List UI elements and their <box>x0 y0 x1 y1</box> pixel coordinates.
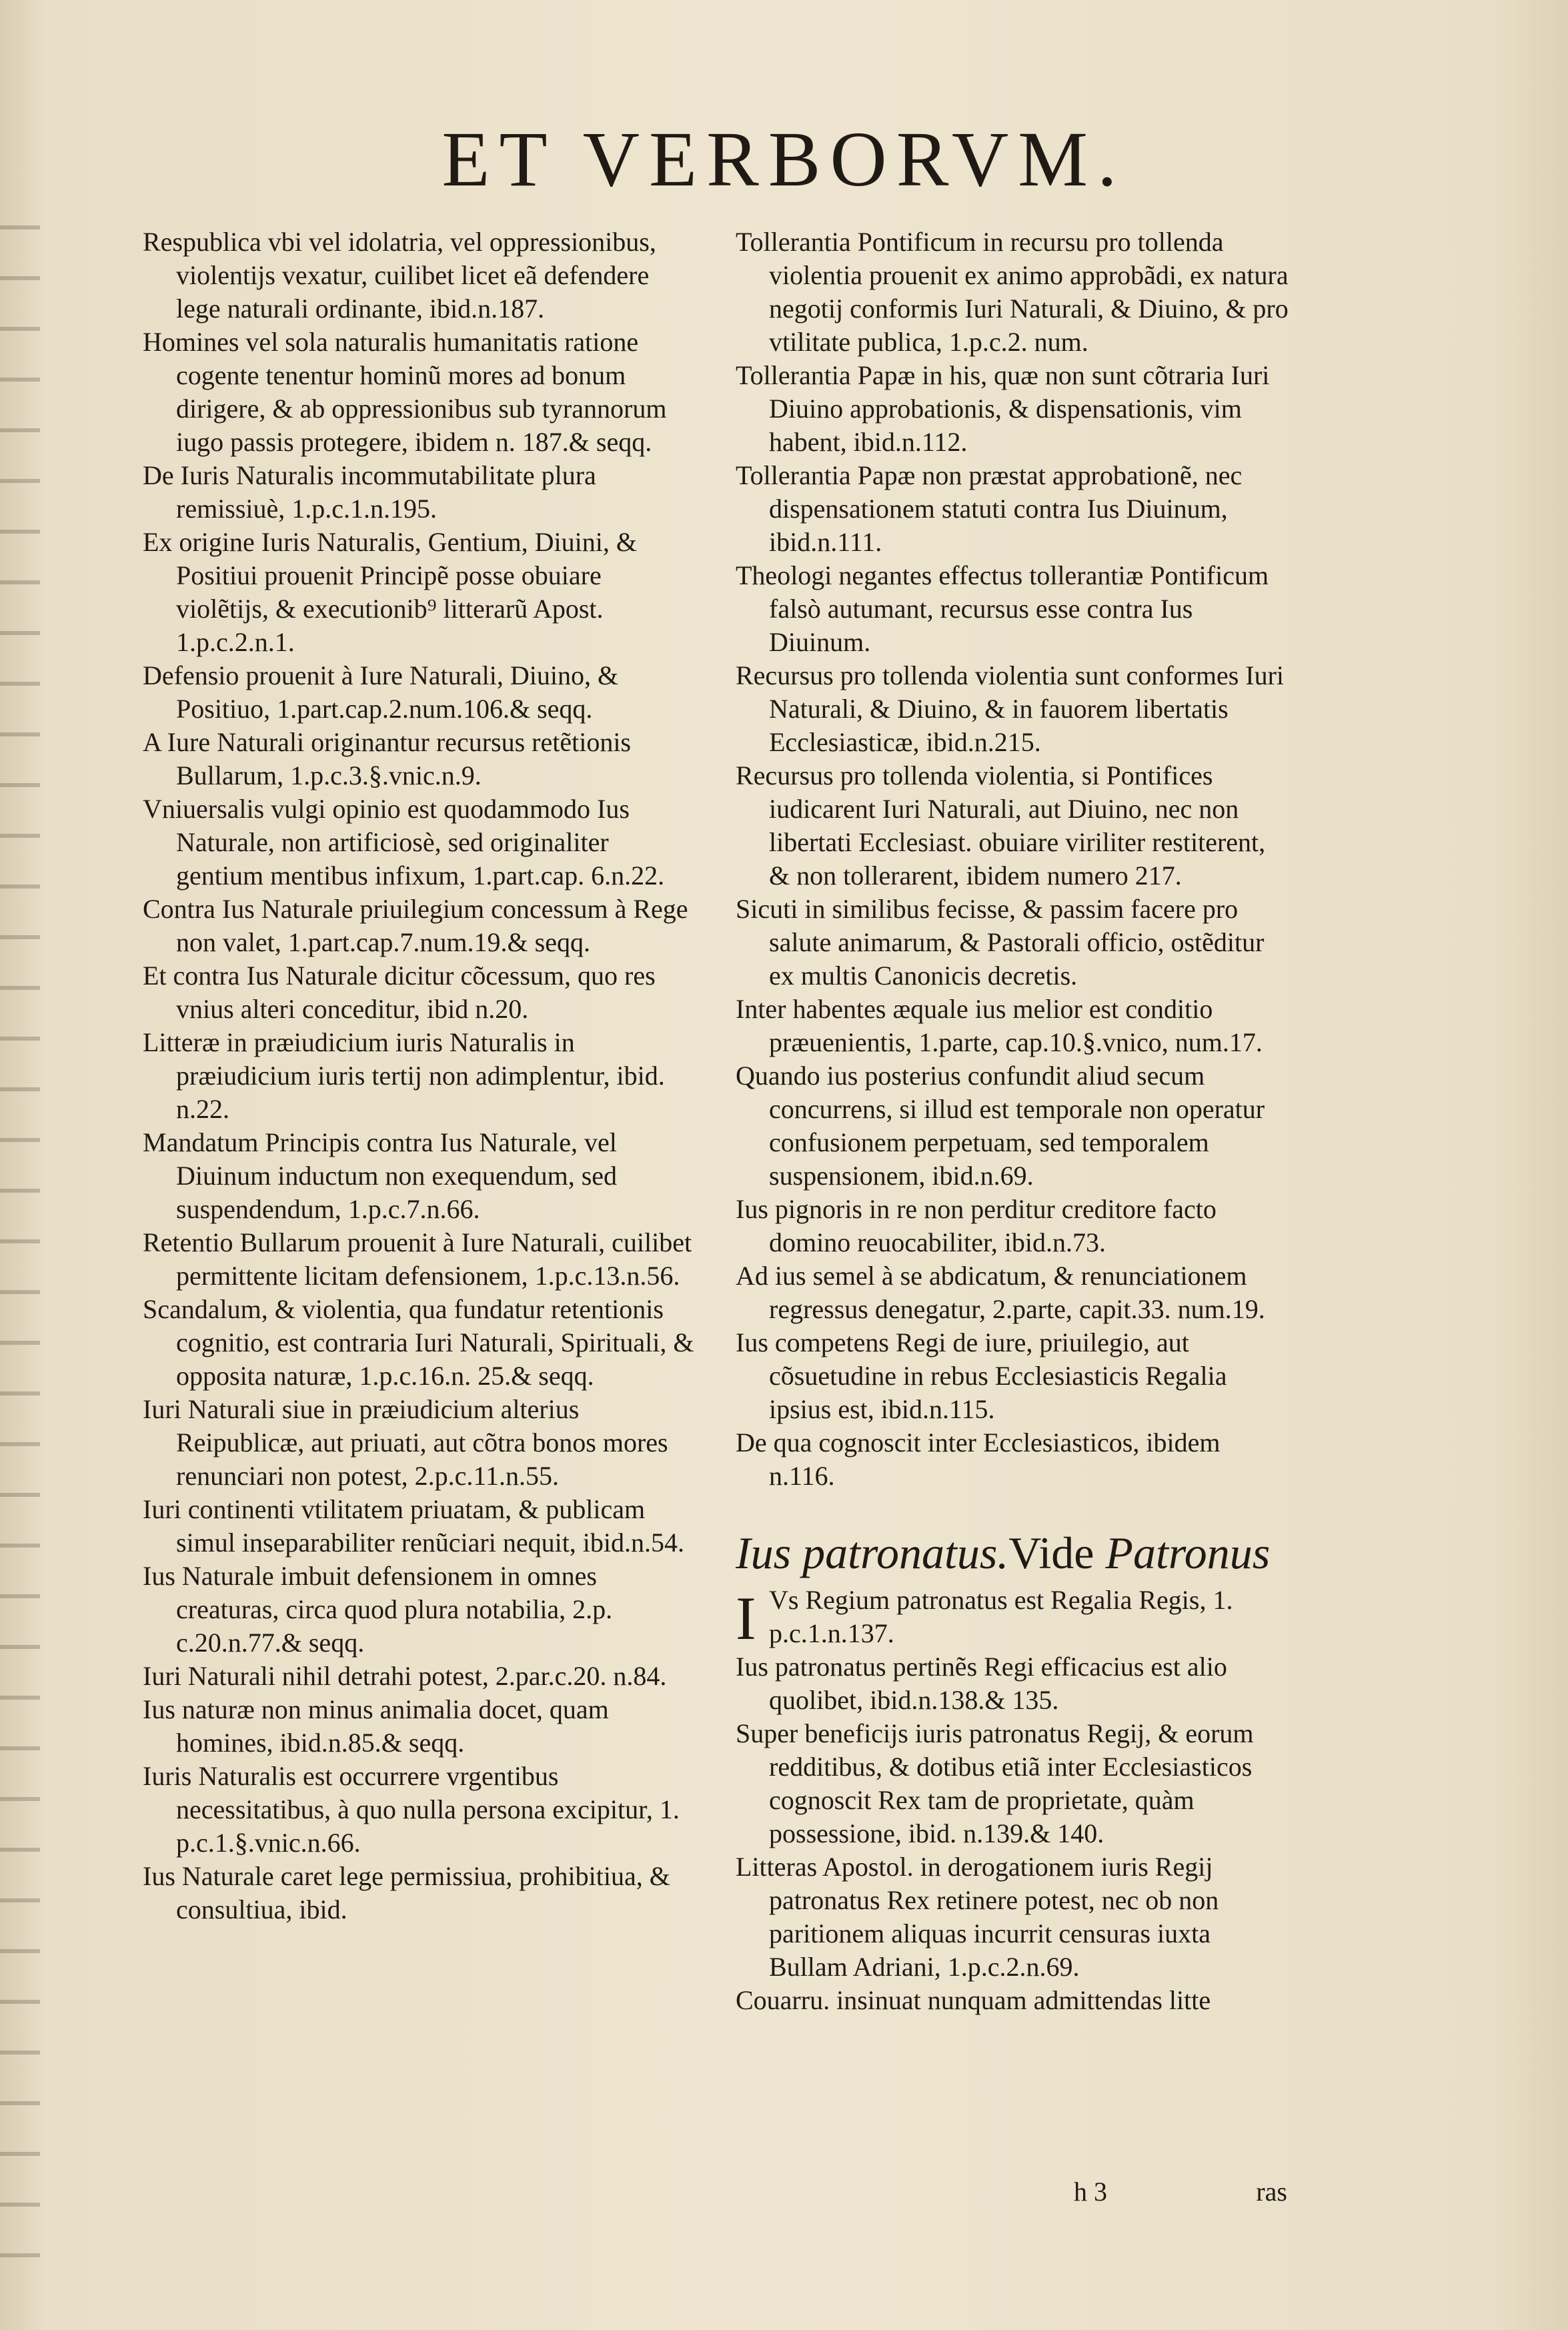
section-first-entry <box>736 1584 1289 1650</box>
facing-page-bleed <box>0 200 40 2301</box>
catchword: ras <box>1256 2177 1287 2207</box>
index-entry: Scandalum, & violentia, qua fundatur retentionis cognitio, est contraria Iuri Naturali, Spirituali, & opposita naturæ, 1.p.c.16.n. 25.& seqq. <box>143 1294 694 1391</box>
section-vide: Vide <box>1008 1528 1094 1578</box>
index-entry: Inter habentes æquale ius melior est conditio præuenientis, 1.parte, cap.10.§.vnico, num.17. <box>736 994 1263 1057</box>
index-entry: Recursus pro tollenda violentia sunt conformes Iuri Naturali, & Diuino, & in fauorem libertatis Ecclesiasticæ, ibid.n.215. <box>736 660 1285 757</box>
index-entry: Ius pignoris in re non perditur creditore facto domino reuocabiliter, ibid.n.73. <box>736 1194 1217 1257</box>
index-entry: Contra Ius Naturale priuilegium concessum à Rege non valet, 1.part.cap.7.num.19.& seqq. <box>143 894 688 957</box>
index-entry: Ius Naturale imbuit defensionem in omnes creaturas, circa quod plura notabilia, 2.p. c.20.n.77.& seqq. <box>143 1561 613 1658</box>
index-entry: A Iure Naturali originantur recursus retẽtionis Bullarum, 1.p.c.3.§.vnic.n.9. <box>143 727 631 790</box>
index-entry: Theologi negantes effectus tollerantiæ Pontificum falsò autumant, recursus esse contra Ius Diuinum. <box>736 560 1269 657</box>
index-entry: Iuri Naturali nihil detrahi potest, 2.par.c.20. n.84. <box>143 1661 667 1691</box>
index-entry: Iuris Naturalis est occurrere vrgentibus necessitatibus, à quo nulla persona excipitur, 1. p.c.1.§.vnic.n.66. <box>143 1761 680 1858</box>
index-entry: Respublica vbi vel idolatria, vel oppressionibus, violentijs vexatur, cuilibet licet eã defendere lege naturali ordinante, ibid.n.187. <box>143 227 656 324</box>
left-column <box>143 225 696 1926</box>
index-entry: Iuri Naturali siue in præiudicium alterius Reipublicæ, aut priuati, aut cõtra bonos mores renunciari non potest, 2.p.c.11.n.55. <box>143 1394 668 1491</box>
index-entry: Tollerantia Papæ non præstat approbationẽ, nec dispensationem statuti contra Ius Diuinum, ibid.n.111. <box>736 460 1243 557</box>
index-entry: Vniuersalis vulgi opinio est quodammodo Ius Naturale, non artificiosè, sed originaliter gentium mentibus infixum, 1.part.cap. 6.n.22. <box>143 794 665 891</box>
index-entry: Tollerantia Papæ in his, quæ non sunt cõtraria Iuri Diuino approbationis, & dispensationis, vim habent, ibid.n.112. <box>736 360 1270 457</box>
index-entry: Homines vel sola naturalis humanitatis ratione cogente tenentur hominũ mores ad bonum dirigere, & ab oppressionibus sub tyrannorum iugo passis protegere, ibidem n. 187.& seqq. <box>143 327 667 457</box>
running-header: ET VERBORVM. <box>442 115 1126 203</box>
index-entry: Super beneficijs iuris patronatus Regij, & eorum redditibus, & dotibus etiã inter Ecclesiasticos cognoscit Rex tam de proprietate, quàm possessione, ibid. n.139.& 140. <box>736 1718 1254 1848</box>
index-entry: Mandatum Principis contra Ius Naturale, vel Diuinum inductum non exequendum, sed suspendendum, 1.p.c.7.n.66. <box>143 1127 618 1224</box>
right-column <box>736 225 1289 2017</box>
index-entry: Quando ius posterius confundit aliud secum concurrens, si illud est temporale non operatur confusionem perpetuam, sed temporalem suspensionem, ibid.n.69. <box>736 1061 1265 1191</box>
index-entry: Ius naturæ non minus animalia docet, quam homines, ibid.n.85.& seqq. <box>143 1694 609 1758</box>
index-entry: Couarru. insinuat nunquam admittendas litte <box>736 1985 1211 2015</box>
index-entry: Retentio Bullarum prouenit à Iure Naturali, cuilibet permittente licitam defensionem, 1.p.c.13.n.56. <box>143 1227 692 1291</box>
index-entry: Recursus pro tollenda violentia, si Pontifices iudicarent Iuri Naturali, aut Diuino, nec non libertati Ecclesiast. obuiare viriliter restiterent, & non tollerarent, ibidem numero 217. <box>736 760 1266 891</box>
index-entry: Ius Naturale caret lege permissiua, prohibitiua, & consultiua, ibid. <box>143 1861 670 1924</box>
section-cross-reference: Patronus <box>1105 1528 1271 1578</box>
index-entry: Ex origine Iuris Naturalis, Gentium, Diuini, & Positiui prouenit Principẽ posse obuiare violẽtijs, & executionib⁹ litterarũ Apost. 1.p.c.2.n.1. <box>143 527 637 657</box>
section-title: Ius patronatus. <box>736 1528 1009 1578</box>
index-entry: Ius competens Regi de iure, priuilegio, aut cõsuetudine in rebus Ecclesiasticis Regalia ipsius est, ibid.n.115. <box>736 1327 1227 1424</box>
section-heading <box>736 1526 1289 1580</box>
index-entry: Defensio prouenit à Iure Naturali, Diuino, & Positiuo, 1.part.cap.2.num.106.& seqq. <box>143 660 619 724</box>
index-entry: De Iuris Naturalis incommutabilitate plura remissiuè, 1.p.c.1.n.195. <box>143 460 596 524</box>
index-entry: Sicuti in similibus fecisse, & passim facere pro salute animarum, & Pastorali officio, ostẽditur ex multis Canonicis decretis. <box>736 894 1265 991</box>
index-entry: Ius patronatus pertinẽs Regi efficacius est alio quolibet, ibid.n.138.& 135. <box>736 1652 1227 1715</box>
index-entry: Litteræ in præiudicium iuris Naturalis in præiudicium iuris tertij non adimplentur, ibid. n.22. <box>143 1027 665 1124</box>
section-first-entry-text: Vs Regium patronatus est Regalia Regis, 1. p.c.1.n.137. <box>769 1585 1233 1648</box>
index-entry: Tollerantia Pontificum in recursu pro tollenda violentia prouenit ex animo approbãdi, ex natura negotij conformis Iuri Naturali, & Diuino, & pro vtilitate publica, 1.p.c.2. num. <box>736 227 1289 357</box>
signature-mark: h 3 <box>1074 2177 1107 2207</box>
index-entry: Ad ius semel à se abdicatum, & renunciationem regressus denegatur, 2.parte, capit.33. num.19. <box>736 1261 1265 1324</box>
drop-cap: I <box>736 1584 756 1652</box>
index-entry: Litteras Apostol. in derogationem iuris Regij patronatus Rex retinere potest, nec ob non paritionem aliquas incurrit censuras iuxta Bullam Adriani, 1.p.c.2.n.69. <box>736 1852 1219 1982</box>
index-entry: Iuri continenti vtilitatem priuatam, & publicam simul inseparabiliter renũciari nequit, ibid.n.54. <box>143 1494 685 1558</box>
index-entry: Et contra Ius Naturale dicitur cõcessum, quo res vnius alteri conceditur, ibid n.20. <box>143 961 656 1024</box>
index-entry: De qua cognoscit inter Ecclesiasticos, ibidem n.116. <box>736 1427 1221 1491</box>
